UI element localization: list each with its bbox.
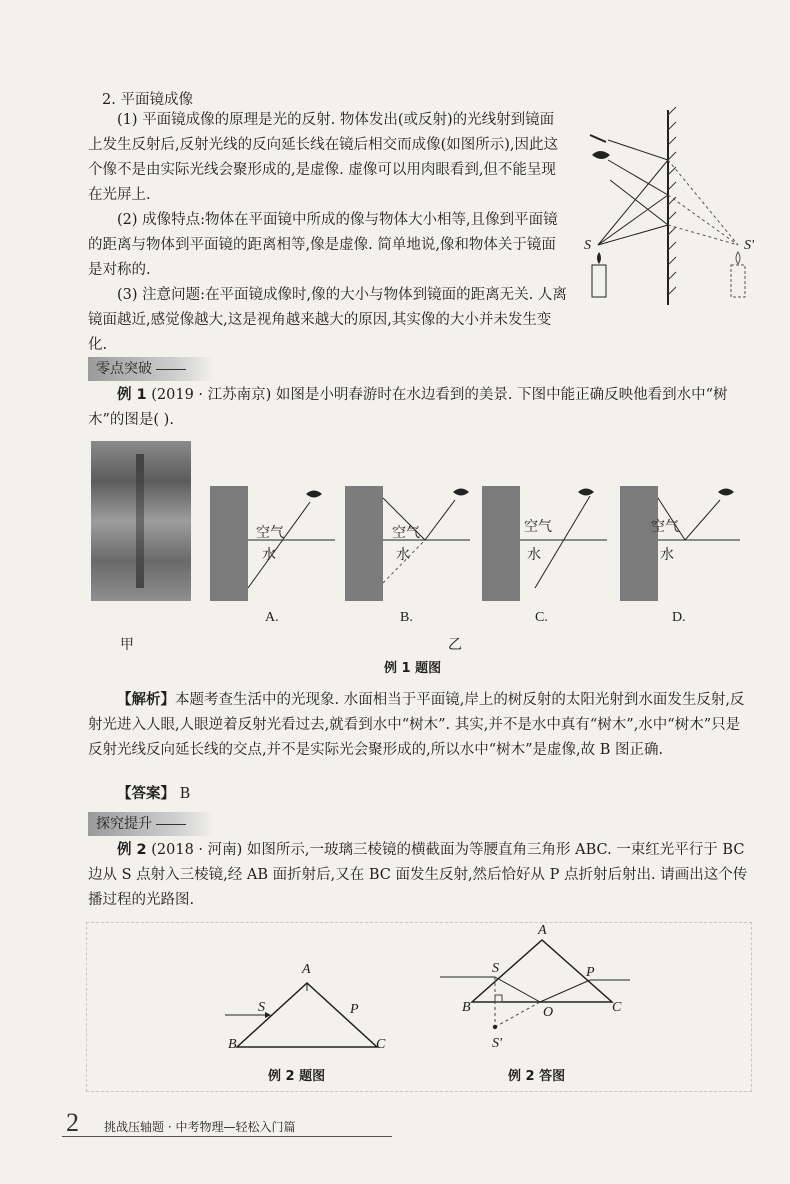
example1-caption: 例 1 题图 (384, 661, 442, 676)
left-label-a: A (302, 962, 311, 977)
tag-zero-point: 零点突破 (88, 357, 214, 381)
right-label-s-prime: S' (492, 1036, 502, 1051)
water-label-a: 水 (262, 548, 276, 563)
section-heading: 2. 平面镜成像 (102, 92, 193, 108)
right-label-o: O (543, 1005, 554, 1020)
air-label-b: 空气 (392, 526, 420, 541)
plane-mirror-diagram (580, 100, 770, 310)
example2-question: 例 2 (2018 · 河南) 如图所示,一玻璃三棱镜的横截面为等腰直角三角形 ABC. 一束红光平行于 BC 边从 S 点射入三棱镜,经 AB 面折射后,又在 BC 面发生反射,然后恰好从 P 点折射后射出. 请画出这个传播过程的光路图. (88, 842, 748, 908)
group-label-yi: 乙 (448, 638, 462, 653)
example2-answer-caption: 例 2 答图 (508, 1069, 566, 1084)
option-d: D. (672, 610, 686, 625)
lake-photo (91, 441, 191, 601)
example2-problem-figure (225, 975, 395, 1060)
footer-rule (62, 1136, 392, 1137)
paragraph-principle: (1) 平面镜成像的原理是光的反射. 物体发出(或反射)的光线射到镜面上发生反射后,反射光线的反向延长线在镜后相交而成像(如图所示),因此这个像不是由实际光线会聚形成的,是虚像. 虚像可以用肉眼看到,但不能呈现在光屏上. (88, 112, 559, 203)
photo-label-jia: 甲 (120, 638, 134, 653)
right-label-c: C (612, 1000, 622, 1015)
option-a: A. (265, 610, 279, 625)
water-label-c: 水 (527, 548, 541, 563)
left-label-p: P (350, 1002, 359, 1017)
option-diagrams (210, 478, 740, 608)
example1-question: 例 1 (2019 · 江苏南京) 如图是小明春游时在水边看到的美景. 下图中能正确反映他看到水中“树木”的图是( ). (88, 387, 728, 428)
example2-problem-caption: 例 2 题图 (268, 1069, 326, 1084)
tag-explore: 探究提升 (88, 812, 214, 836)
example2-figure-frame (86, 922, 752, 1092)
right-label-a: A (538, 923, 547, 938)
left-label-c: C (376, 1037, 386, 1052)
left-label-s: S (258, 1000, 265, 1015)
right-label-p: P (586, 965, 595, 980)
right-label-b: B (462, 1000, 471, 1015)
label-s: S (584, 238, 591, 253)
air-label-d: 空气 (651, 520, 679, 535)
paragraph-notes: (3) 注意问题:在平面镜成像时,像的大小与物体到镜面的距离无关. 人离镜面越近,感觉像越大,这是视角越来越大的原因,其实像的大小并未发生变化. (88, 287, 567, 353)
option-c: C. (535, 610, 548, 625)
footer-title: 挑战压轴题 · 中考物理—轻松入门篇 (104, 1120, 296, 1134)
page-number: 2 (66, 1108, 79, 1137)
right-label-s: S (492, 961, 499, 976)
paragraph-features: (2) 成像特点:物体在平面镜中所成的像与物体大小相等,且像到平面镜的距离与物体到平面镜的距离相等,像是虚像. 简单地说,像和物体关于镜面是对称的. (88, 212, 558, 278)
option-b: B. (400, 610, 413, 625)
water-label-d: 水 (660, 548, 674, 563)
example1-analysis: 【解析】本题考查生活中的光现象. 水面相当于平面镜,岸上的树反射的太阳光射到水面发生反射,反射光进入人眼,人眼逆着反射光看过去,就看到水中“树木”. 其实,并不是水中真有“树木”,水中“树木”只是反射光线反向延长线的交点,并不是实际光会聚形成的,所以水中“树木”是虚像,故 B 图正确. (88, 692, 745, 758)
example2-answer-figure (440, 935, 630, 1045)
label-s-prime: S' (744, 238, 754, 253)
example1-answer: 【答案】 B (117, 786, 191, 802)
air-label-c: 空气 (524, 520, 552, 535)
water-label-b: 水 (396, 548, 410, 563)
air-label-a: 空气 (256, 526, 284, 541)
left-label-b: B (228, 1037, 237, 1052)
